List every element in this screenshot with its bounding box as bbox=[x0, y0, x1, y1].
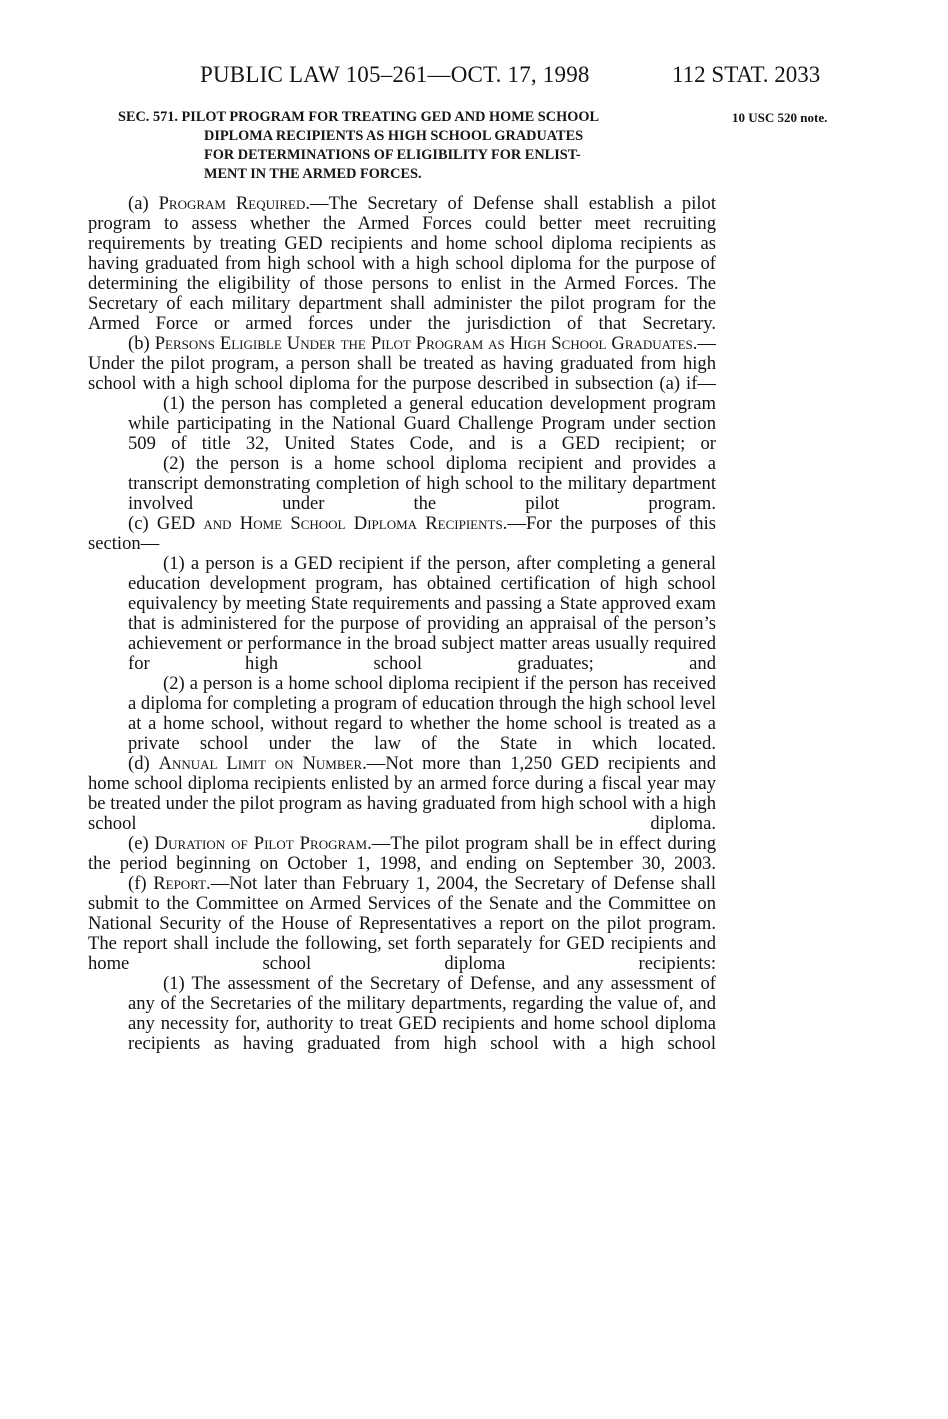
paragraph-e-label: (e) bbox=[128, 833, 155, 854]
paragraph-d-title: Annual Limit on Number. bbox=[158, 753, 367, 774]
paragraph-b-label: (b) bbox=[128, 333, 155, 354]
paragraph-f-title: Report. bbox=[153, 873, 211, 894]
paragraph-b-item: (2) the person is a home school diploma recipient and provides a transcript demonstrating completion of high school to the military department involved under the pilot program. bbox=[128, 453, 716, 514]
paragraph-e bbox=[88, 834, 716, 874]
paragraph-f bbox=[88, 874, 716, 974]
paragraph-d-text: —Not more than 1,250 GED recipients and home school diploma recipients enlisted by an armed force during a fiscal year may be treated under the pilot program as having graduated from high school with a high school diploma. bbox=[88, 753, 716, 834]
paragraph-b-item: (1) the person has completed a general education development program while participating in the National Guard Challenge Program under section 509 of title 32, United States Code, and is a GED recipient; or bbox=[128, 393, 716, 454]
section-heading-line: SEC. 571. PILOT PROGRAM FOR TREATING GED AND HOME SCHOOL bbox=[118, 109, 599, 125]
paragraph-c-item: (2) a person is a home school diploma recipient if the person has received a diploma for completing a program of education through the high school level at a home school, without regard to whether the home school is treated as a private school under the law of the State in which located. bbox=[128, 673, 716, 754]
paragraph-c bbox=[88, 514, 716, 554]
paragraph-a-label: (a) bbox=[128, 193, 159, 214]
paragraph-d-label: (d) bbox=[128, 753, 159, 774]
section-heading-line: MENT IN THE ARMED FORCES. bbox=[204, 166, 422, 182]
section-heading-line: DIPLOMA RECIPIENTS AS HIGH SCHOOL GRADUATES bbox=[204, 128, 584, 144]
paragraph-e-title: Duration of Pilot Program. bbox=[154, 833, 372, 854]
paragraph-a-title: Program Required. bbox=[158, 193, 310, 214]
paragraph-b bbox=[88, 334, 716, 394]
paragraph-c-title: GED and Home School Diploma Recipients. bbox=[156, 513, 508, 534]
paragraph-f-text: —Not later than February 1, 2004, the Secretary of Defense shall submit to the Committee on Armed Services of the Senate and the Committee on National Security of the House of Representatives a report on the pilot program. The report shall include the following, set forth separately for GED recipients and home school diploma recipients: bbox=[88, 873, 716, 974]
paragraph-e-text: —The pilot program shall be in effect during the period beginning on October 1, 1998, and ending on September 30, 2003. bbox=[88, 833, 716, 874]
paragraph-c-text: —For the purposes of this section— bbox=[88, 513, 716, 554]
page-header-stat: 112 STAT. 2033 bbox=[672, 62, 821, 87]
margin-note: 10 USC 520 note. bbox=[732, 110, 828, 125]
paragraph-a-text: —The Secretary of Defense shall establish a pilot program to assess whether the Armed Forces could better meet recruiting requirements by treating GED recipients and home school diploma recipients as having graduated from high school with a high school diploma for the purpose of determining the eligibility of those persons to enlist in the Armed Forces. The Secretary of each military department shall administer the pilot program for the Armed Force or armed forces under the jurisdiction of that Secretary. bbox=[88, 193, 717, 334]
section-heading bbox=[118, 108, 718, 184]
paragraph-d bbox=[88, 754, 716, 834]
paragraph-f-item: (1) The assessment of the Secretary of Defense, and any assessment of any of the Secretaries of the military departments, regarding the value of, and any necessity for, authority to treat GED recipients and home school diploma recipients as having graduated from high school with a high school bbox=[128, 973, 716, 1054]
paragraph-c-label: (c) bbox=[128, 513, 157, 534]
paragraph-f-label: (f) bbox=[128, 873, 154, 894]
paragraph-a bbox=[88, 194, 716, 334]
paragraph-b-text: —Under the pilot program, a person shall be treated as having graduated from high school with a high school diploma for the purpose described in subsection (a) if— bbox=[88, 333, 716, 394]
section-body bbox=[88, 194, 716, 1054]
page-header-title: PUBLIC LAW 105–261—OCT. 17, 1998 bbox=[200, 62, 590, 87]
section-heading-line: FOR DETERMINATIONS OF ELIGIBILITY FOR ENLIST- bbox=[204, 147, 581, 163]
paragraph-c-item: (1) a person is a GED recipient if the person, after completing a general education development program, has obtained certification of high school equivalency by meeting State requirements and passing a State approved exam that is administered for the purpose of providing an appraisal of the person’s achievement or performance in the broad subject matter areas usually required for high school graduates; and bbox=[128, 553, 716, 674]
paragraph-b-title: Persons Eligible Under the Pilot Program as High School Graduates. bbox=[154, 333, 698, 354]
